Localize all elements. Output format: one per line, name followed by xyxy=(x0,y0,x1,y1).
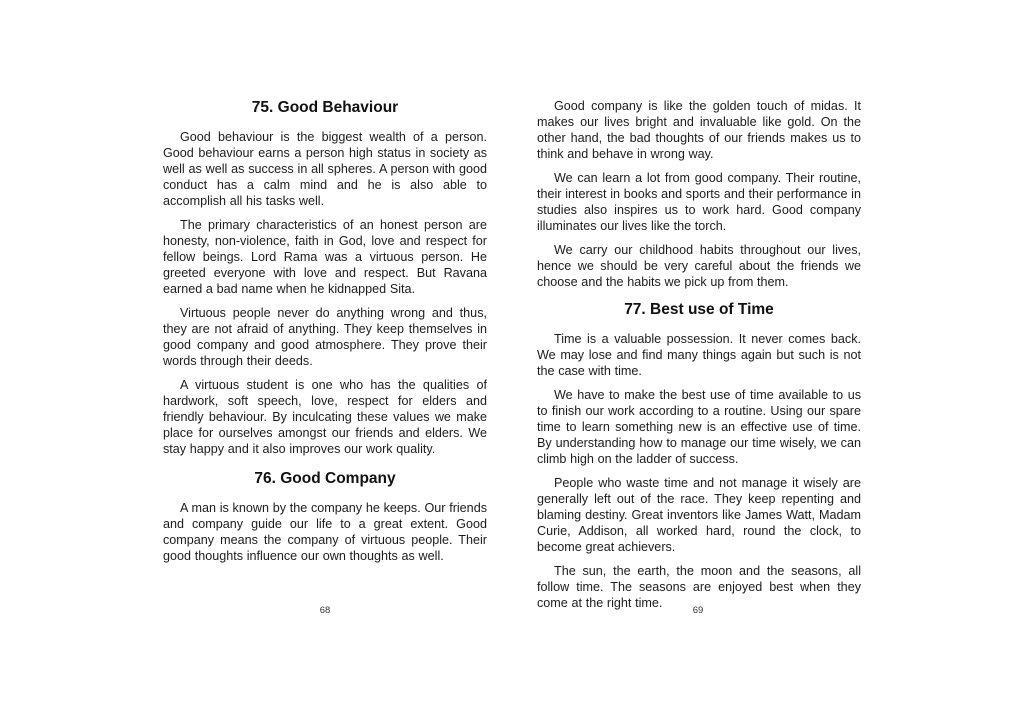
paragraph: We have to make the best use of time available to us to finish our work according to a routine. Using our spare time to learn something new is an effective use of time. By understanding how to manage our time wisely, we can climb high on the ladder of success. xyxy=(537,388,861,466)
paragraph: We carry our childhood habits throughout our lives, hence we should be very careful about the friends we choose and the habits we pick up from them. xyxy=(537,243,861,289)
section-heading-good-company: 76. Good Company xyxy=(254,470,396,487)
page-number: 69 xyxy=(692,605,704,616)
left-page xyxy=(163,98,487,572)
paragraph: Time is a valuable possession. It never comes back. We may lose and find many things again but such is not the case with time. xyxy=(537,332,861,378)
paragraph: People who waste time and not manage it wisely are generally left out of the race. They keep repenting and blaming destiny. Great inventors like James Watt, Madam Curie, Addison, all worked hard, round the clock, to become great achievers. xyxy=(537,476,861,554)
paragraph: A man is known by the company he keeps. Our friends and company guide our life to a great extent. Good company means the company of virtuous people. Their good thoughts influence our own thoughts as well. xyxy=(163,501,487,563)
paragraph: Good behaviour is the biggest wealth of a person. Good behaviour earns a person high status in society as well as well as success in all spheres. A person with good conduct has a calm mind and he is also able to accomplish all his tasks well. xyxy=(163,130,487,208)
paragraph: We can learn a lot from good company. Their routine, their interest in books and sports and their performance in studies also inspires us to work hard. Good company illuminates our lives like the torch. xyxy=(537,171,861,233)
section-heading-best-use-of-time: 77. Best use of Time xyxy=(624,301,774,318)
paragraph: Virtuous people never do anything wrong and thus, they are not afraid of anything. They keep themselves in good company and good atmosphere. They prove their words through their deeds. xyxy=(163,306,487,368)
paragraph: The primary characteristics of an honest person are honesty, non-violence, faith in God, love and respect for fellow beings. Lord Rama was a virtuous person. He greeted everyone with love and respect. But Ravana earned a bad name when he kidnapped Sita. xyxy=(163,218,487,296)
right-page xyxy=(537,98,861,619)
paragraph: The sun, the earth, the moon and the seasons, all follow time. The seasons are enjoyed best when they come at the right time. xyxy=(537,564,861,610)
paragraph: Good company is like the golden touch of midas. It makes our lives bright and invaluable like gold. On the other hand, the bad thoughts of our friends makes us to think and behave in wrong way. xyxy=(537,99,861,161)
paragraph: A virtuous student is one who has the qualities of hardwork, soft speech, love, respect for elders and friendly behaviour. By inculcating these values we make place for ourselves amongst our friends and elders. We stay happy and it also improves our work quality. xyxy=(163,378,487,456)
page-number: 68 xyxy=(319,605,331,616)
section-heading-good-behaviour: 75. Good Behaviour xyxy=(251,99,399,116)
